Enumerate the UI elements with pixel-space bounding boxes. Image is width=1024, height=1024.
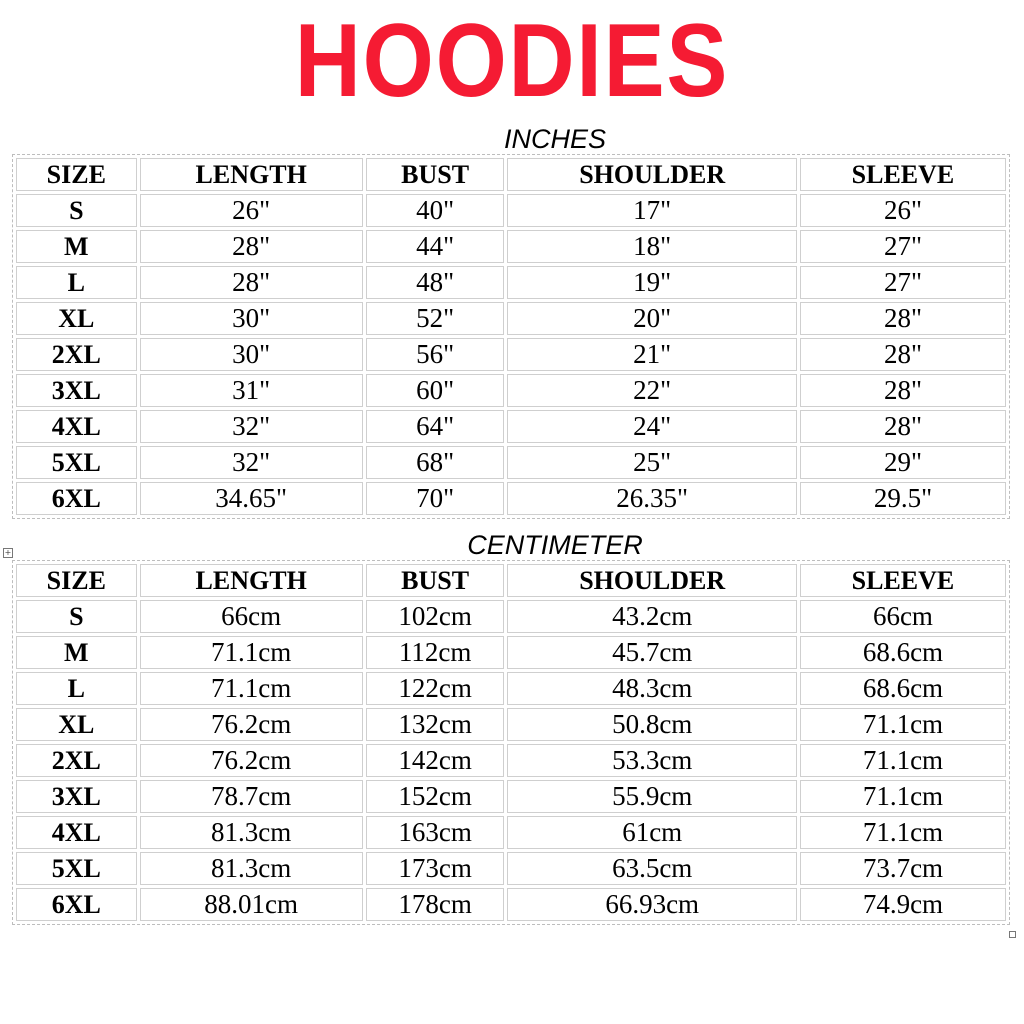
shoulder-cell: 66.93cm (507, 888, 796, 921)
page-title: HOODIES (294, 3, 730, 119)
table-row (16, 600, 1006, 633)
inches-caption: INCHES (503, 124, 606, 154)
shoulder-cell: 25" (507, 446, 796, 479)
sleeve-cell: 28" (800, 374, 1006, 407)
shoulder-cell: 45.7cm (507, 636, 796, 669)
length-cell: 30" (140, 302, 363, 335)
length-cell: 71.1cm (140, 636, 363, 669)
bust-cell: 56" (366, 338, 505, 371)
shoulder-cell: 21" (507, 338, 796, 371)
bust-cell: 163cm (366, 816, 505, 849)
centimeter-caption: CENTIMETER (467, 530, 643, 560)
table-header-row (16, 158, 1006, 191)
sleeve-cell: 73.7cm (800, 852, 1006, 885)
bust-cell: 48" (366, 266, 505, 299)
sleeve-cell: 68.6cm (800, 636, 1006, 669)
table-row (16, 194, 1006, 227)
table-row (16, 744, 1006, 777)
table-row (16, 780, 1006, 813)
sleeve-cell: 27" (800, 230, 1006, 263)
table-row (16, 266, 1006, 299)
bust-cell: 173cm (366, 852, 505, 885)
table-row (16, 708, 1006, 741)
size-cell: S (16, 194, 137, 227)
bust-cell: 132cm (366, 708, 505, 741)
table-row (16, 410, 1006, 443)
header-shoulder: SHOULDER (507, 564, 796, 597)
shoulder-cell: 55.9cm (507, 780, 796, 813)
header-shoulder: SHOULDER (507, 158, 796, 191)
length-cell: 66cm (140, 600, 363, 633)
bust-cell: 122cm (366, 672, 505, 705)
shoulder-cell: 17" (507, 194, 796, 227)
length-cell: 81.3cm (140, 852, 363, 885)
bust-cell: 68" (366, 446, 505, 479)
bust-cell: 70" (366, 482, 505, 515)
table-row (16, 482, 1006, 515)
size-cell: 2XL (16, 338, 137, 371)
size-cell: 4XL (16, 816, 137, 849)
size-cell: L (16, 672, 137, 705)
shoulder-cell: 50.8cm (507, 708, 796, 741)
header-sleeve: SLEEVE (800, 564, 1006, 597)
length-cell: 31" (140, 374, 363, 407)
size-cell: 3XL (16, 780, 137, 813)
length-cell: 71.1cm (140, 672, 363, 705)
size-cell: L (16, 266, 137, 299)
length-cell: 34.65" (140, 482, 363, 515)
shoulder-cell: 53.3cm (507, 744, 796, 777)
bust-cell: 178cm (366, 888, 505, 921)
table-header-row (16, 564, 1006, 597)
move-icon[interactable]: + (4, 548, 12, 557)
length-cell: 76.2cm (140, 744, 363, 777)
header-size: SIZE (16, 564, 137, 597)
size-cell: 2XL (16, 744, 137, 777)
shoulder-cell: 20" (507, 302, 796, 335)
sleeve-cell: 26" (800, 194, 1006, 227)
table-row (16, 888, 1006, 921)
header-size: SIZE (16, 158, 137, 191)
table-row (16, 852, 1006, 885)
header-length: LENGTH (140, 564, 363, 597)
header-sleeve: SLEEVE (800, 158, 1006, 191)
shoulder-cell: 24" (507, 410, 796, 443)
length-cell: 28" (140, 266, 363, 299)
length-cell: 81.3cm (140, 816, 363, 849)
centimeter-size-table (12, 560, 1010, 925)
length-cell: 32" (140, 410, 363, 443)
shoulder-cell: 19" (507, 266, 796, 299)
header-bust: BUST (366, 564, 505, 597)
sleeve-cell: 71.1cm (800, 816, 1006, 849)
header-length: LENGTH (140, 158, 363, 191)
bust-cell: 60" (366, 374, 505, 407)
size-cell: 6XL (16, 888, 137, 921)
bust-cell: 52" (366, 302, 505, 335)
size-cell: 4XL (16, 410, 137, 443)
size-cell: S (16, 600, 137, 633)
sleeve-cell: 71.1cm (800, 780, 1006, 813)
shoulder-cell: 26.35" (507, 482, 796, 515)
size-cell: 5XL (16, 852, 137, 885)
length-cell: 88.01cm (140, 888, 363, 921)
shoulder-cell: 61cm (507, 816, 796, 849)
length-cell: 28" (140, 230, 363, 263)
length-cell: 26" (140, 194, 363, 227)
sleeve-cell: 71.1cm (800, 744, 1006, 777)
bust-cell: 152cm (366, 780, 505, 813)
length-cell: 32" (140, 446, 363, 479)
bust-cell: 102cm (366, 600, 505, 633)
shoulder-cell: 22" (507, 374, 796, 407)
sleeve-cell: 29.5" (800, 482, 1006, 515)
size-cell: XL (16, 708, 137, 741)
size-cell: 3XL (16, 374, 137, 407)
bust-cell: 112cm (366, 636, 505, 669)
size-cell: 5XL (16, 446, 137, 479)
length-cell: 78.7cm (140, 780, 363, 813)
shoulder-cell: 63.5cm (507, 852, 796, 885)
bust-cell: 40" (366, 194, 505, 227)
shoulder-cell: 18" (507, 230, 796, 263)
size-cell: 6XL (16, 482, 137, 515)
resize-icon[interactable] (1009, 931, 1016, 938)
table-row (16, 302, 1006, 335)
sleeve-cell: 27" (800, 266, 1006, 299)
sleeve-cell: 28" (800, 410, 1006, 443)
table-row (16, 338, 1006, 371)
inches-size-table (12, 154, 1010, 519)
bust-cell: 64" (366, 410, 505, 443)
length-cell: 76.2cm (140, 708, 363, 741)
table-row (16, 230, 1006, 263)
sleeve-cell: 74.9cm (800, 888, 1006, 921)
table-row (16, 374, 1006, 407)
header-bust: BUST (366, 158, 505, 191)
sleeve-cell: 28" (800, 302, 1006, 335)
table-row (16, 636, 1006, 669)
bust-cell: 44" (366, 230, 505, 263)
shoulder-cell: 48.3cm (507, 672, 796, 705)
sleeve-cell: 71.1cm (800, 708, 1006, 741)
table-row (16, 446, 1006, 479)
length-cell: 30" (140, 338, 363, 371)
sleeve-cell: 66cm (800, 600, 1006, 633)
sleeve-cell: 28" (800, 338, 1006, 371)
size-cell: XL (16, 302, 137, 335)
table-row (16, 816, 1006, 849)
shoulder-cell: 43.2cm (507, 600, 796, 633)
size-cell: M (16, 230, 137, 263)
size-cell: M (16, 636, 137, 669)
sleeve-cell: 29" (800, 446, 1006, 479)
table-row (16, 672, 1006, 705)
bust-cell: 142cm (366, 744, 505, 777)
sleeve-cell: 68.6cm (800, 672, 1006, 705)
